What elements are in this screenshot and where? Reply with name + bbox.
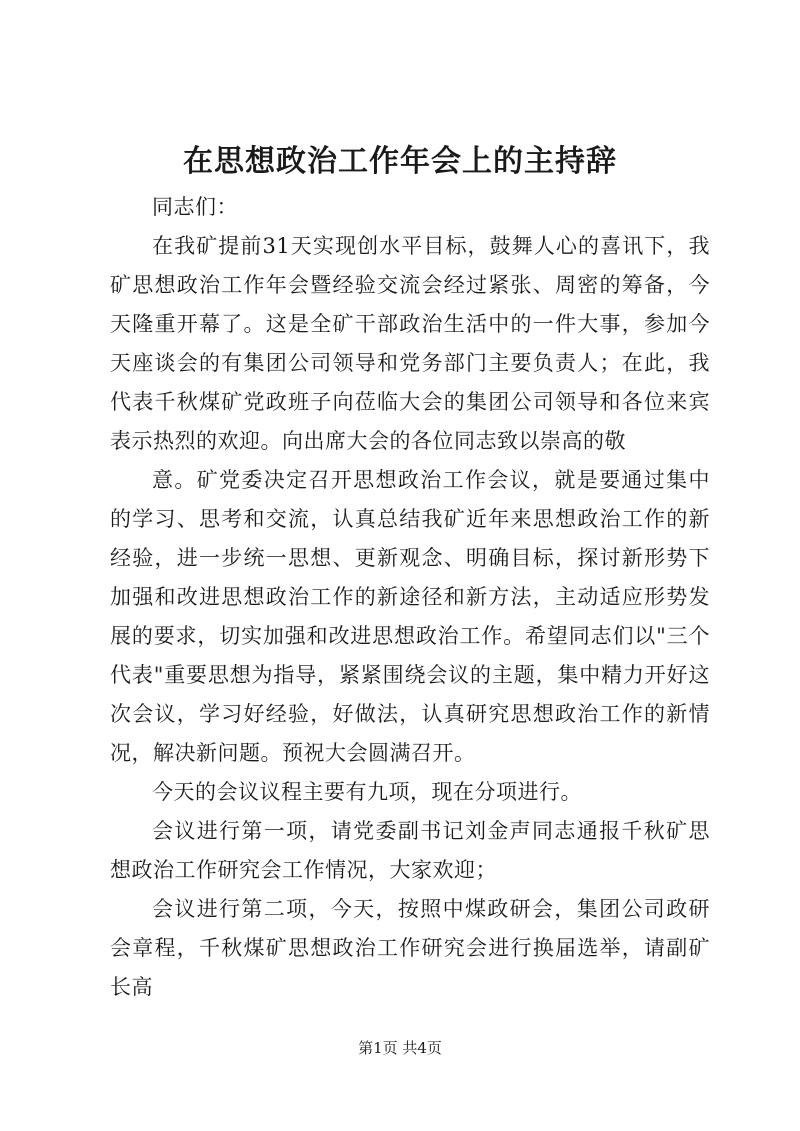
- paragraph-3: 今天的会议议程主要有九项，现在分项进行。: [152, 780, 582, 804]
- paragraph-4: 会议进行第一项，请党委副书记刘金声同志通报千秋矿思想政治工作研究会工作情况，大家欢迎；: [110, 819, 710, 882]
- document-title: 在思想政治工作年会上的主持辞: [183, 144, 617, 179]
- paragraph-1: 在我矿提前31天实现创水平目标，鼓舞人心的喜讯下，我矿思想政治工作年会暨经验交流会经过紧张、周密的筹备，今天隆重开幕了。这是全矿干部政治生活中的一件大事，参加今天座谈会的有集团公司领导和党务部门主要负责人；在此，我代表千秋煤矿党政班子向莅临大会的集团公司领导和各位来宾表示热烈的欢迎。向出席大会的各位同志致以崇高的敬: [110, 234, 710, 453]
- paragraph-5: 会议进行第二项，今天，按照中煤政研会，集团公司政研会章程，千秋煤矿思想政治工作研究会进行换届选举，请副矿长高: [110, 897, 710, 999]
- paragraph-2: 意。矿党委决定召开思想政治工作会议，就是要通过集中的学习、思考和交流，认真总结我矿近年来思想政治工作的新经验，进一步统一思想、更新观念、明确目标，探讨新形势下加强和改进思想政治工作的新途径和新方法，主动适应形势发展的要求，切实加强和改进思想政治工作。希望同志们以"三个代表"重要思想为指导，紧紧围绕会议的主题，集中精力开好这次会议，学习好经验，好做法，认真研究思想政治工作的新情况，解决新问题。预祝大会圆满召开。: [110, 468, 710, 765]
- page-number-footer: 第1页 共4页: [358, 1039, 442, 1057]
- salutation: 同志们：: [152, 195, 238, 219]
- document-body: [110, 188, 710, 1007]
